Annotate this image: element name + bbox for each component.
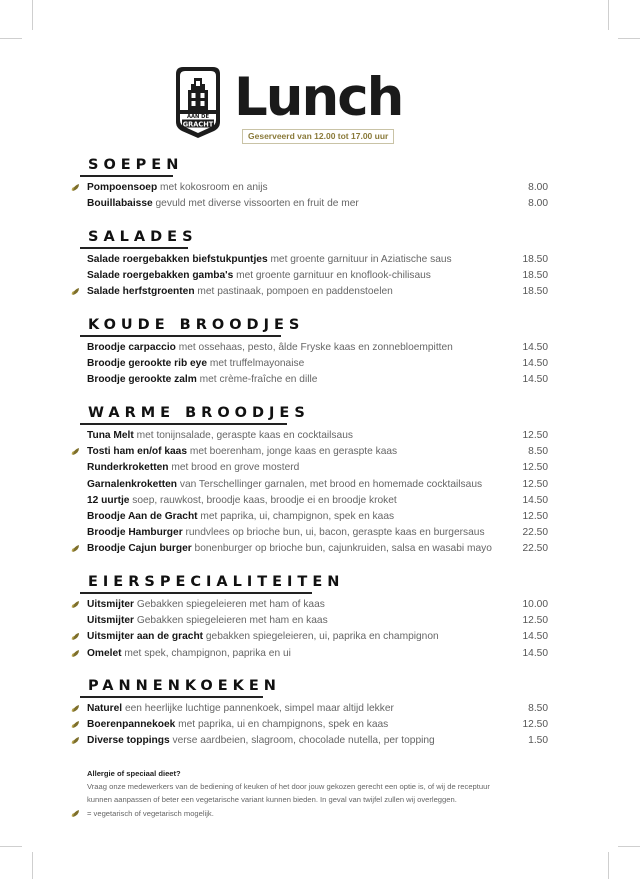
item-description: gebakken spiegeleieren, ui, paprika en champignon (203, 631, 439, 643)
menu-item (87, 196, 552, 212)
item-price: 12.50 (522, 430, 548, 441)
item-price: 22.50 (522, 543, 548, 555)
item-name: Broodje gerookte rib eye (87, 358, 208, 370)
section-divider (80, 247, 188, 249)
item-name: Salade roergebakken biefstukpuntjes (87, 254, 268, 265)
item-name: Broodje Cajun burger (87, 543, 192, 555)
vegetarian-leaf-icon (71, 721, 80, 729)
item-description: met brood en grove mosterd (168, 462, 300, 474)
item-description: met paprika, ui en champignons, spek en kaas (175, 719, 389, 731)
allergy-note-text: kunnen aanpassen of beter een vegetarische variant kunnen bieden. In geval van twijfel zullen wij overleggen. (87, 795, 457, 805)
item-description: met ossehaas, pesto, âlde Fryske kaas en zonnebloempitten (175, 342, 453, 353)
section-divider (80, 423, 287, 425)
item-name: Bouillabaisse (87, 198, 153, 210)
menu-header (172, 64, 412, 148)
item-price: 14.50 (522, 358, 548, 370)
svg-text:GRACHT: GRACHT (182, 120, 214, 129)
item-price: 18.50 (522, 286, 548, 298)
menu-item (87, 180, 552, 196)
item-name: Tosti ham en/of kaas (87, 446, 188, 458)
menu-item (87, 597, 552, 613)
menu-item (87, 701, 552, 717)
section-warme-broodjes (87, 404, 552, 558)
item-description: van Terschellinger garnalen, met brood en homemade cocktailsaus (177, 478, 483, 490)
item-name: Diverse toppings (87, 735, 170, 747)
menu-item (87, 733, 552, 749)
menu-item (87, 541, 552, 557)
item-name: Tuna Melt (87, 430, 134, 441)
crop-mark (618, 846, 640, 847)
item-price: 12.50 (522, 478, 548, 490)
menu-item (87, 613, 552, 629)
item-price: 18.50 (522, 254, 548, 265)
menu-item (87, 372, 552, 388)
section-title: SOEPEN (88, 157, 184, 173)
item-price: 12.50 (522, 719, 548, 731)
vegetarian-leaf-icon (71, 633, 80, 641)
item-name: Omelet (87, 647, 122, 659)
crop-mark (0, 846, 22, 847)
vegetarian-leaf-icon (71, 650, 80, 658)
item-price: 8.00 (528, 182, 548, 193)
aan-de-gracht-logo-icon (172, 64, 224, 140)
item-price: 22.50 (522, 527, 548, 539)
item-description: Gebakken spiegeleieren met ham en kaas (134, 615, 328, 627)
item-description: met pastinaak, pompoen en paddenstoelen (194, 286, 393, 298)
crop-mark (32, 852, 33, 879)
section-pannenkoeken (87, 677, 552, 750)
crop-mark (608, 0, 609, 30)
menu-item (87, 428, 552, 444)
crop-mark (608, 852, 609, 879)
section-divider (80, 592, 312, 594)
item-price: 8.50 (528, 703, 548, 714)
section-divider (80, 696, 263, 698)
menu-item (87, 460, 552, 476)
item-price: 1.50 (528, 735, 548, 747)
menu-item (87, 629, 552, 645)
item-price: 14.50 (522, 647, 548, 659)
item-price: 14.50 (522, 374, 548, 386)
menu-item (87, 509, 552, 525)
section-soepen (87, 156, 552, 212)
item-name: Broodje Hamburger (87, 527, 183, 539)
item-name: Uitsmijter (87, 599, 134, 610)
menu-item (87, 444, 552, 460)
item-description: met kokosroom en anijs (157, 182, 268, 193)
crop-mark (0, 38, 22, 39)
item-name: Naturel (87, 703, 123, 714)
item-name: Broodje Aan de Gracht (87, 510, 198, 522)
page-title: Lunch (234, 67, 403, 128)
vegetarian-leaf-icon (71, 184, 80, 192)
item-name: Boerenpannekoek (87, 719, 176, 731)
menu-item (87, 477, 552, 493)
item-price: 12.50 (522, 615, 548, 627)
item-price: 8.00 (528, 198, 548, 210)
menu-item (87, 525, 552, 541)
item-description: met tonijnsalade, geraspte kaas en cocktailsaus (133, 430, 353, 441)
vegetarian-legend-text: = vegetarisch of vegetarisch mogelijk. (87, 808, 214, 818)
menu-item (87, 284, 552, 300)
item-price: 18.50 (522, 270, 548, 282)
section-koude-broodjes (87, 316, 552, 389)
item-description: met crème-fraîche en dille (196, 374, 318, 386)
item-price: 8.50 (528, 446, 548, 458)
vegetarian-leaf-icon (71, 737, 80, 745)
vegetarian-leaf-icon (71, 705, 80, 713)
item-description: bonenburger op brioche bun, cajunkruiden, salsa en wasabi mayo (191, 543, 492, 555)
item-name: Salade herfstgroenten (87, 286, 195, 298)
item-price: 14.50 (522, 631, 548, 643)
allergy-note (87, 767, 567, 820)
section-title: KOUDE BROODJES (88, 317, 305, 333)
menu-item (87, 252, 552, 268)
allergy-note-text: Vraag onze medewerkers van de bediening of keuken of het door jouw gekozen gerecht een optie is, of wij de receptuur (87, 782, 490, 792)
menu-item (87, 356, 552, 372)
item-name: Uitsmijter aan de gracht (87, 631, 204, 643)
item-description: gevuld met diverse vissoorten en fruit de mer (152, 198, 359, 210)
section-divider (80, 175, 173, 177)
item-description: soep, rauwkost, broodje kaas, broodje ei en broodje kroket (129, 494, 397, 506)
svg-text:AAN DE: AAN DE (186, 114, 210, 120)
item-price: 10.00 (522, 599, 548, 610)
item-description: met paprika, ui, champignon, spek en kaas (197, 510, 395, 522)
vegetarian-leaf-icon (71, 810, 80, 818)
item-name: Garnalenkroketten (87, 478, 178, 490)
vegetarian-leaf-icon (71, 288, 80, 296)
item-description: met groente garnituur en knoflook-chilisaus (233, 270, 431, 282)
allergy-note-title: Allergie of speciaal dieet? (87, 769, 181, 778)
item-description: een heerlijke luchtige pannenkoek, simpel maar altijd lekker (122, 703, 394, 714)
item-description: met groente garnituur in Aziatische saus (267, 254, 452, 265)
item-description: verse aardbeien, slagroom, chocolade nutella, per topping (169, 735, 435, 747)
item-price: 14.50 (522, 494, 548, 506)
item-name: 12 uurtje (87, 494, 130, 506)
section-divider (80, 335, 281, 337)
section-title: WARME BROODJES (88, 405, 310, 421)
menu-item (87, 493, 552, 509)
item-description: rundvlees op brioche bun, ui, bacon, geraspte kaas en burgersaus (182, 527, 485, 539)
section-title: EIERSPECIALITEITEN (88, 574, 345, 590)
item-name: Pompoensoep (87, 182, 158, 193)
item-description: Gebakken spiegeleieren met ham of kaas (134, 599, 325, 610)
vegetarian-leaf-icon (71, 545, 80, 553)
menu-item (87, 340, 552, 356)
item-name: Runderkroketten (87, 462, 169, 474)
item-name: Broodje gerookte zalm (87, 374, 197, 386)
menu-item (87, 646, 552, 662)
section-title: SALADES (88, 229, 198, 245)
crop-mark (32, 0, 33, 30)
item-price: 12.50 (522, 462, 548, 474)
item-description: met spek, champignon, paprika en ui (121, 647, 291, 659)
vegetarian-legend (87, 807, 567, 820)
item-price: 14.50 (522, 342, 548, 353)
crop-mark (618, 38, 640, 39)
item-name: Salade roergebakken gamba's (87, 270, 234, 282)
section-title: PANNENKOEKEN (88, 678, 281, 694)
item-name: Broodje carpaccio (87, 342, 176, 353)
vegetarian-leaf-icon (71, 601, 80, 609)
item-description: met boerenham, jonge kaas en geraspte kaas (187, 446, 398, 458)
menu-item (87, 717, 552, 733)
item-price: 12.50 (522, 510, 548, 522)
section-salades (87, 228, 552, 301)
vegetarian-leaf-icon (71, 448, 80, 456)
section-eierspecialiteiten (87, 573, 552, 662)
item-name: Uitsmijter (87, 615, 134, 627)
item-description: met truffelmayonaise (207, 358, 305, 370)
serving-hours-badge: Geserveerd van 12.00 tot 17.00 uur (242, 129, 394, 144)
menu-item (87, 268, 552, 284)
